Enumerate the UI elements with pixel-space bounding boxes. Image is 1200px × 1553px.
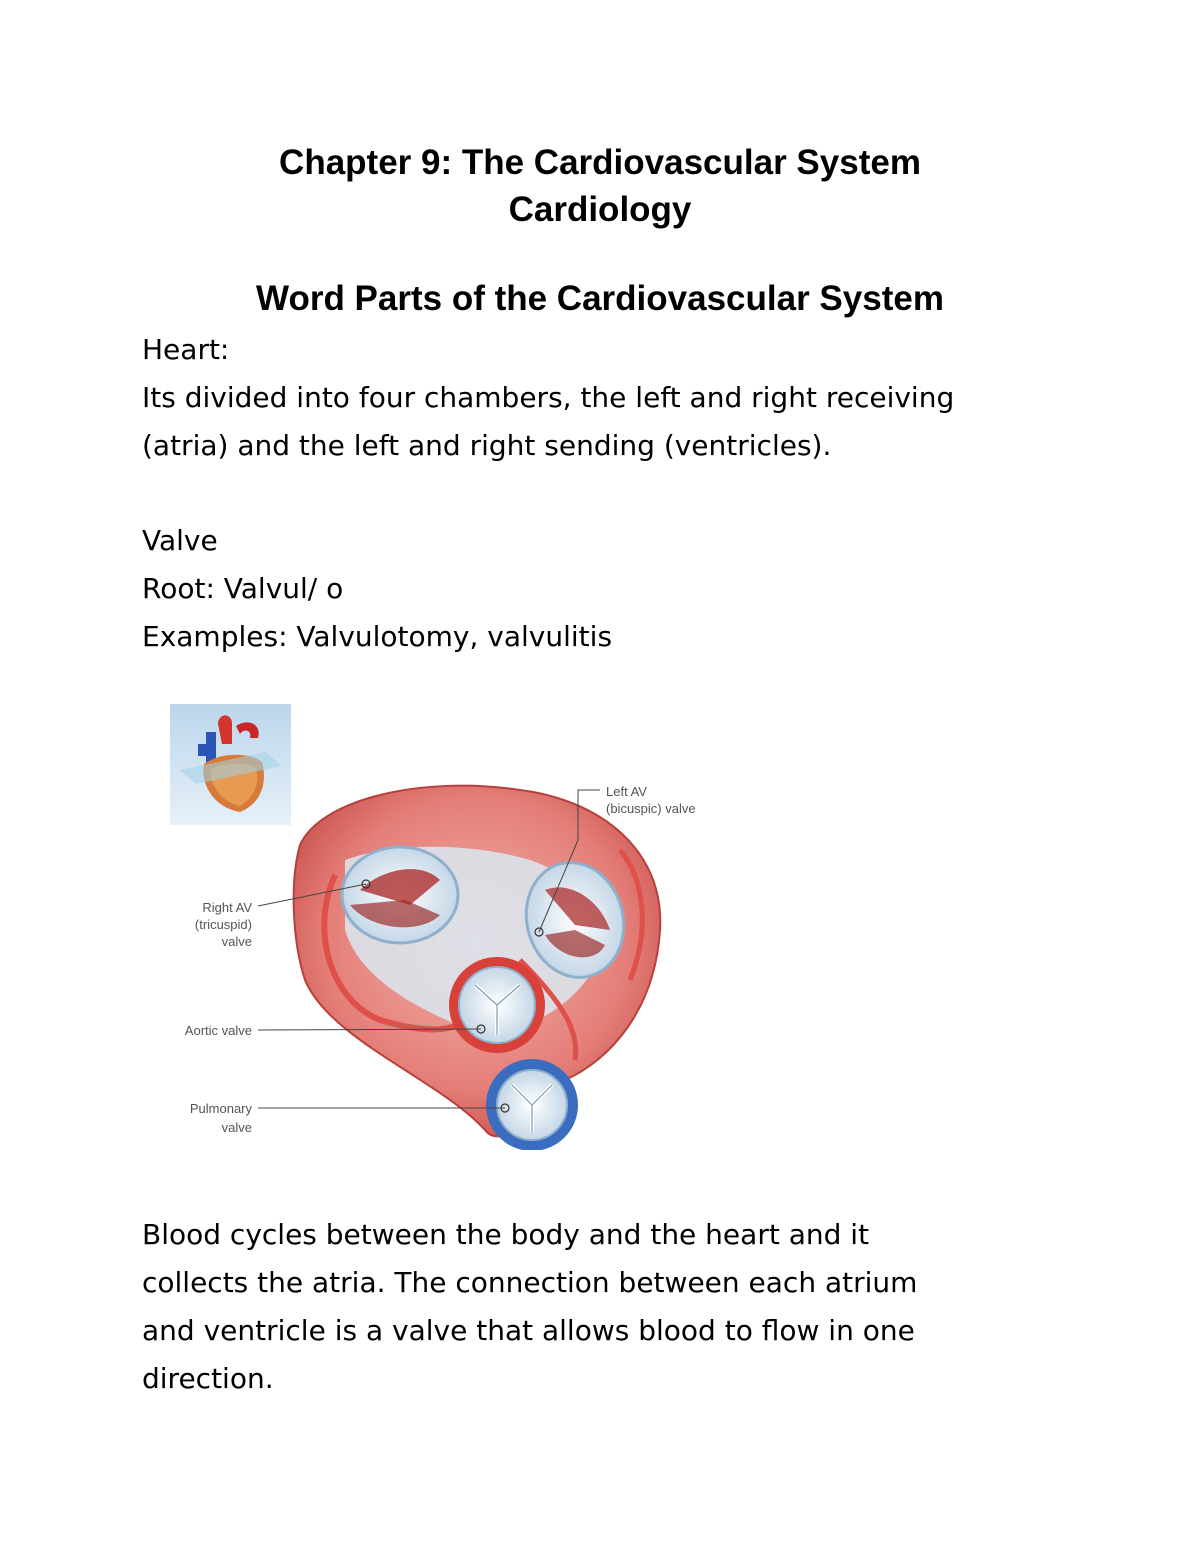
right-av-label-line-3: valve	[221, 934, 252, 949]
right-av-label-line-2: (tricuspid)	[194, 917, 252, 932]
pulmonary-label-line-1: Pulmonary	[189, 1101, 252, 1116]
section-heading: Word Parts of the Cardiovascular System	[256, 279, 944, 318]
heart-description-line-1: Its divided into four chambers, the left and right receiving	[142, 381, 955, 414]
left-av-label-line-2: (bicuspic) valve	[606, 801, 696, 816]
paragraph-line-4: direction.	[142, 1362, 274, 1395]
valve-examples: Examples: Valvulotomy, valvulitis	[142, 620, 613, 653]
chapter-subtitle: Cardiology	[508, 190, 692, 229]
valve-root: Root: Valvul/ o	[142, 572, 344, 605]
paragraph-line-1: Blood cycles between the body and the heart and it	[142, 1218, 870, 1251]
heart-label: Heart:	[142, 333, 230, 366]
aortic-valve-label: Aortic valve	[184, 1023, 252, 1038]
valve-label: Valve	[142, 524, 218, 557]
paragraph-line-2: collects the atria. The connection between each atrium	[142, 1266, 918, 1299]
right-av-label-line-1: Right AV	[202, 900, 252, 915]
paragraph-line-3: and ventricle is a valve that allows blood to flow in one	[142, 1314, 915, 1347]
pulmonary-label-line-2: valve	[221, 1120, 252, 1135]
heart-valves-diagram	[170, 770, 730, 1150]
heart-description-line-2: (atria) and the left and right sending (ventricles).	[142, 429, 832, 462]
chapter-title: Chapter 9: The Cardiovascular System	[279, 143, 921, 182]
left-av-label-line-1: Left AV	[606, 784, 647, 799]
